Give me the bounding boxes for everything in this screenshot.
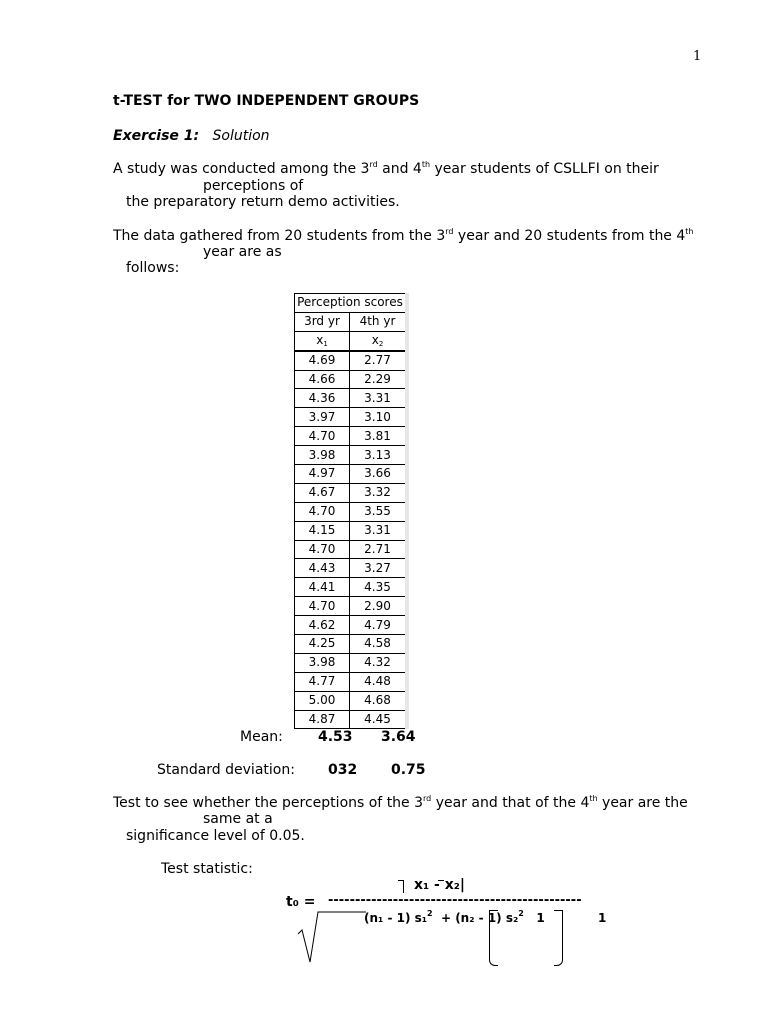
page-title: t-TEST for TWO INDEPENDENT GROUPS bbox=[113, 93, 420, 109]
table-row bbox=[295, 408, 408, 427]
bracket-right bbox=[554, 910, 563, 966]
score-4th-yr: 4.45 bbox=[350, 710, 408, 729]
table-row bbox=[295, 635, 408, 654]
perception-scores-table bbox=[294, 293, 409, 729]
formula-denominator bbox=[364, 911, 545, 925]
table-row bbox=[295, 465, 408, 484]
p1-text-b: and 4 bbox=[377, 161, 422, 177]
p3-text-b: year and that of the 4 bbox=[431, 795, 590, 811]
table-row bbox=[295, 616, 408, 635]
score-4th-yr: 3.31 bbox=[350, 521, 408, 540]
table-row bbox=[295, 653, 408, 672]
score-3rd-yr: 5.00 bbox=[295, 691, 350, 710]
paragraph-2-line-2: year are as bbox=[203, 244, 282, 260]
paragraph-3-line-1 bbox=[113, 795, 688, 811]
x2-bar bbox=[438, 880, 444, 881]
p3-sup-1: rd bbox=[423, 794, 432, 803]
p2-sup-1: rd bbox=[445, 227, 454, 236]
score-4th-yr: 4.79 bbox=[350, 616, 408, 635]
paragraph-2-line-3: follows: bbox=[126, 260, 180, 276]
table-row bbox=[295, 597, 408, 616]
score-4th-yr: 3.13 bbox=[350, 446, 408, 465]
col1-variable: $x_1$ bbox=[295, 331, 350, 350]
score-4th-yr: 3.10 bbox=[350, 408, 408, 427]
score-3rd-yr: 4.15 bbox=[295, 521, 350, 540]
table-row bbox=[295, 483, 408, 502]
formula-numerator: x₁ - x₂| bbox=[414, 877, 465, 893]
table-row bbox=[295, 691, 408, 710]
table-row bbox=[295, 672, 408, 691]
p2-text-a: The data gathered from 20 students from the 3 bbox=[113, 228, 446, 244]
p3-text-a: Test to see whether the perceptions of the 3 bbox=[113, 795, 424, 811]
table-row bbox=[295, 351, 408, 370]
table-row bbox=[295, 559, 408, 578]
table-row bbox=[295, 446, 408, 465]
paragraph-1-line-1 bbox=[113, 161, 659, 177]
mean-value-3rd-yr: 4.53 bbox=[318, 729, 353, 745]
score-3rd-yr: 4.43 bbox=[295, 559, 350, 578]
p1-text-c: year students of CSLLFI on their bbox=[430, 161, 659, 177]
p1-sup-1: rd bbox=[369, 160, 378, 169]
denominator-one-b: 1 bbox=[598, 911, 607, 925]
p1-sup-2: th bbox=[421, 160, 431, 169]
score-4th-yr: 2.71 bbox=[350, 540, 408, 559]
table-row bbox=[295, 540, 408, 559]
p1-text-a: A study was conducted among the 3 bbox=[113, 161, 370, 177]
col2-label: 4th yr bbox=[350, 312, 408, 331]
score-3rd-yr: 4.66 bbox=[295, 370, 350, 389]
exercise-subtitle: Solution bbox=[212, 128, 270, 144]
sd-label: Standard deviation: bbox=[157, 762, 295, 778]
bracket-left bbox=[489, 910, 498, 966]
table-row bbox=[295, 370, 408, 389]
score-4th-yr: 3.55 bbox=[350, 502, 408, 521]
col2-variable: $x_2$ bbox=[350, 331, 408, 350]
score-3rd-yr: 4.62 bbox=[295, 616, 350, 635]
page-number: 1 bbox=[693, 49, 702, 64]
score-4th-yr: 4.35 bbox=[350, 578, 408, 597]
score-3rd-yr: 4.70 bbox=[295, 540, 350, 559]
abs-bracket-left bbox=[398, 880, 404, 893]
denominator-part-a: (n₁ - 1) s₁ bbox=[364, 911, 428, 925]
score-3rd-yr: 4.69 bbox=[295, 351, 350, 370]
table-header: Perception scores bbox=[295, 294, 408, 313]
denominator-one-a: 1 bbox=[536, 911, 545, 925]
score-3rd-yr: 4.67 bbox=[295, 483, 350, 502]
score-4th-yr: 3.27 bbox=[350, 559, 408, 578]
test-statistic-label: Test statistic: bbox=[161, 861, 253, 877]
denominator-square-2: 2 bbox=[518, 909, 524, 918]
score-3rd-yr: 4.70 bbox=[295, 427, 350, 446]
score-3rd-yr: 3.98 bbox=[295, 446, 350, 465]
paragraph-2-line-1 bbox=[113, 228, 694, 244]
score-4th-yr: 4.48 bbox=[350, 672, 408, 691]
p3-text-c: year are the bbox=[597, 795, 688, 811]
score-4th-yr: 3.81 bbox=[350, 427, 408, 446]
mean-value-4th-yr: 3.64 bbox=[381, 729, 416, 745]
p2-sup-2: th bbox=[685, 227, 694, 236]
score-4th-yr: 3.31 bbox=[350, 389, 408, 408]
score-4th-yr: 2.77 bbox=[350, 351, 408, 370]
exercise-heading bbox=[113, 128, 270, 144]
table-row bbox=[295, 578, 408, 597]
score-3rd-yr: 3.98 bbox=[295, 653, 350, 672]
score-3rd-yr: 4.25 bbox=[295, 635, 350, 654]
score-3rd-yr: 3.97 bbox=[295, 408, 350, 427]
exercise-label: Exercise 1: bbox=[113, 128, 200, 144]
score-3rd-yr: 4.77 bbox=[295, 672, 350, 691]
score-3rd-yr: 4.70 bbox=[295, 502, 350, 521]
score-4th-yr: 2.29 bbox=[350, 370, 408, 389]
paragraph-3-line-3: significance level of 0.05. bbox=[126, 828, 305, 844]
paragraph-1-line-2: perceptions of bbox=[203, 178, 304, 194]
table-body bbox=[295, 351, 408, 729]
table-row bbox=[295, 389, 408, 408]
fraction-bar: ----------------------------------------------- bbox=[328, 893, 582, 908]
denominator-part-b: + (n₂ - 1) s₂ bbox=[440, 911, 519, 925]
score-3rd-yr: 4.87 bbox=[295, 710, 350, 729]
score-3rd-yr: 4.36 bbox=[295, 389, 350, 408]
score-4th-yr: 3.32 bbox=[350, 483, 408, 502]
table-row bbox=[295, 710, 408, 729]
paragraph-1-line-3: the preparatory return demo activities. bbox=[126, 194, 400, 210]
formula-lhs: t₀ = bbox=[286, 894, 316, 910]
paragraph-3-line-2: same at a bbox=[203, 811, 273, 827]
p3-sup-2: th bbox=[589, 794, 598, 803]
score-3rd-yr: 4.41 bbox=[295, 578, 350, 597]
score-4th-yr: 4.68 bbox=[350, 691, 408, 710]
sd-value-4th-yr: 0.75 bbox=[391, 762, 426, 778]
table-row bbox=[295, 427, 408, 446]
score-4th-yr: 3.66 bbox=[350, 465, 408, 484]
score-3rd-yr: 4.97 bbox=[295, 465, 350, 484]
score-4th-yr: 2.90 bbox=[350, 597, 408, 616]
p2-text-b: year and 20 students from the 4 bbox=[453, 228, 686, 244]
score-4th-yr: 4.58 bbox=[350, 635, 408, 654]
mean-label: Mean: bbox=[240, 729, 283, 745]
score-4th-yr: 4.32 bbox=[350, 653, 408, 672]
table-row bbox=[295, 521, 408, 540]
score-3rd-yr: 4.70 bbox=[295, 597, 350, 616]
table-row bbox=[295, 502, 408, 521]
denominator-square-1: 2 bbox=[427, 909, 433, 918]
sd-value-3rd-yr: 032 bbox=[328, 762, 358, 778]
col1-label: 3rd yr bbox=[295, 312, 350, 331]
sqrt-sign bbox=[296, 906, 368, 964]
